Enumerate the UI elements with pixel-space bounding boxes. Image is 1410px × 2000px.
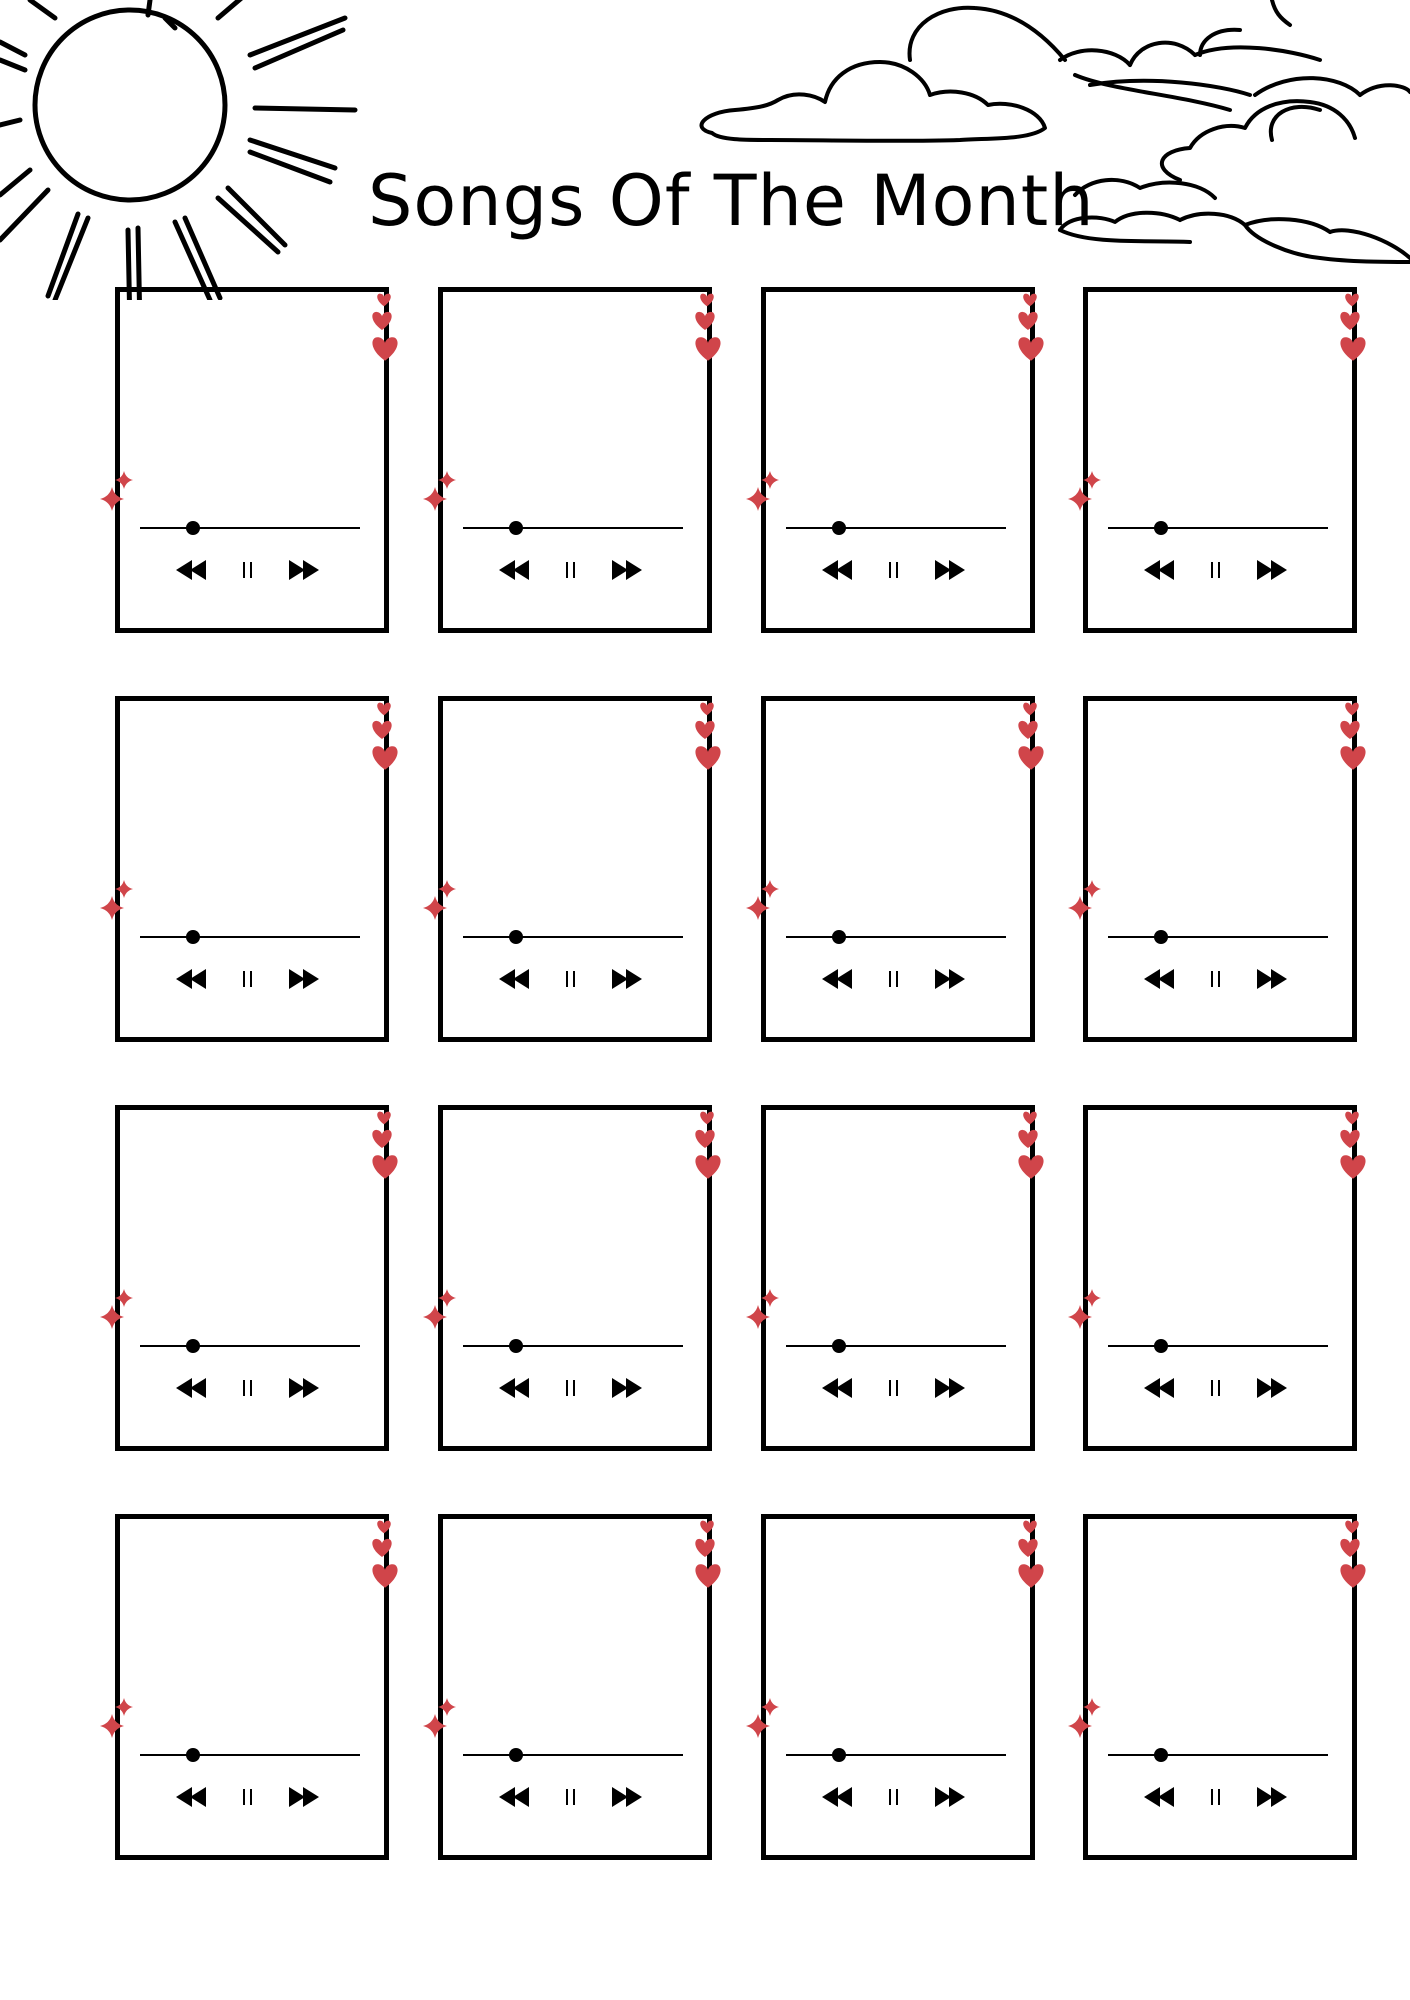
rewind-icon[interactable] [176, 560, 206, 580]
pause-icon[interactable] [244, 562, 251, 578]
hearts-icon [695, 1112, 720, 1179]
hearts-icon [695, 294, 720, 361]
progress-knob[interactable] [1154, 1748, 1168, 1762]
sparkle-icon [746, 471, 779, 511]
progress-knob[interactable] [186, 930, 200, 944]
fast-forward-icon[interactable] [935, 969, 965, 989]
pause-icon[interactable] [567, 1789, 574, 1805]
sparkle-icon [423, 471, 456, 511]
hearts-icon [1340, 1112, 1365, 1179]
song-card-art [443, 1519, 707, 1855]
rewind-icon[interactable] [1144, 1378, 1174, 1398]
sparkle-icon [423, 1289, 456, 1329]
song-card-art [120, 1519, 384, 1855]
rewind-icon[interactable] [822, 1787, 852, 1807]
sparkle-icon [746, 880, 779, 920]
progress-knob[interactable] [186, 1748, 200, 1762]
progress-knob[interactable] [509, 1339, 523, 1353]
hearts-icon [372, 294, 397, 361]
song-card[interactable] [115, 1105, 389, 1451]
sparkle-icon [100, 1289, 133, 1329]
rewind-icon[interactable] [822, 560, 852, 580]
progress-knob[interactable] [832, 521, 846, 535]
hearts-icon [372, 1521, 397, 1588]
sparkle-icon [100, 1698, 133, 1738]
pause-icon[interactable] [567, 971, 574, 987]
song-card[interactable] [115, 696, 389, 1042]
pause-icon[interactable] [244, 1380, 251, 1396]
progress-bar[interactable] [786, 521, 1006, 535]
pause-icon[interactable] [890, 971, 897, 987]
pause-icon[interactable] [1212, 971, 1219, 987]
progress-knob[interactable] [832, 1748, 846, 1762]
song-card-art [120, 701, 384, 1037]
rewind-icon[interactable] [176, 1378, 206, 1398]
progress-bar[interactable] [786, 1339, 1006, 1353]
fast-forward-icon[interactable] [289, 1787, 319, 1807]
song-card-art [766, 1110, 1030, 1446]
song-card[interactable] [115, 287, 389, 633]
pause-icon[interactable] [890, 1789, 897, 1805]
sparkle-icon [100, 471, 133, 511]
song-card[interactable] [1083, 696, 1357, 1042]
fast-forward-icon[interactable] [612, 969, 642, 989]
song-card-art [120, 1110, 384, 1446]
song-card-art [766, 1519, 1030, 1855]
hearts-icon [372, 1112, 397, 1179]
song-card[interactable] [761, 287, 1035, 633]
fast-forward-icon[interactable] [1257, 1787, 1287, 1807]
song-card-art [443, 701, 707, 1037]
progress-knob[interactable] [509, 521, 523, 535]
rewind-icon[interactable] [176, 969, 206, 989]
progress-knob[interactable] [1154, 1339, 1168, 1353]
progress-bar[interactable] [1108, 1748, 1328, 1762]
pause-icon[interactable] [1212, 1789, 1219, 1805]
progress-bar[interactable] [463, 521, 683, 535]
hearts-icon [1018, 1521, 1043, 1588]
rewind-icon[interactable] [1144, 969, 1174, 989]
progress-bar[interactable] [140, 1339, 360, 1353]
song-card[interactable] [761, 1105, 1035, 1451]
hearts-icon [1018, 1112, 1043, 1179]
rewind-icon[interactable] [176, 1787, 206, 1807]
progress-bar[interactable] [463, 1339, 683, 1353]
rewind-icon[interactable] [499, 969, 529, 989]
progress-knob[interactable] [1154, 930, 1168, 944]
rewind-icon[interactable] [499, 560, 529, 580]
sparkle-icon [423, 880, 456, 920]
progress-knob[interactable] [1154, 521, 1168, 535]
progress-knob[interactable] [832, 1339, 846, 1353]
rewind-icon[interactable] [1144, 1787, 1174, 1807]
hearts-icon [1018, 703, 1043, 770]
sparkle-icon [746, 1698, 779, 1738]
song-card-art [1088, 292, 1352, 628]
song-card[interactable] [115, 1514, 389, 1860]
hearts-icon [372, 703, 397, 770]
sparkle-icon [423, 1698, 456, 1738]
rewind-icon[interactable] [822, 969, 852, 989]
song-card[interactable] [1083, 1514, 1357, 1860]
song-card[interactable] [438, 1105, 712, 1451]
fast-forward-icon[interactable] [1257, 560, 1287, 580]
progress-bar[interactable] [1108, 930, 1328, 944]
fast-forward-icon[interactable] [612, 560, 642, 580]
rewind-icon[interactable] [1144, 560, 1174, 580]
progress-bar[interactable] [140, 521, 360, 535]
page-title: Songs Of The Month [368, 160, 1095, 242]
rewind-icon[interactable] [822, 1378, 852, 1398]
progress-knob[interactable] [186, 521, 200, 535]
progress-bar[interactable] [1108, 521, 1328, 535]
sparkle-icon [1068, 1698, 1101, 1738]
song-card[interactable] [761, 1514, 1035, 1860]
progress-bar[interactable] [786, 1748, 1006, 1762]
fast-forward-icon[interactable] [935, 1378, 965, 1398]
song-card-art [766, 701, 1030, 1037]
song-card-art [120, 292, 384, 628]
pause-icon[interactable] [890, 562, 897, 578]
pause-icon[interactable] [244, 971, 251, 987]
progress-knob[interactable] [186, 1339, 200, 1353]
progress-bar[interactable] [786, 930, 1006, 944]
progress-knob[interactable] [509, 930, 523, 944]
sparkle-icon [1068, 1289, 1101, 1329]
pause-icon[interactable] [567, 562, 574, 578]
fast-forward-icon[interactable] [1257, 969, 1287, 989]
pause-icon[interactable] [567, 1380, 574, 1396]
pause-icon[interactable] [1212, 1380, 1219, 1396]
song-card[interactable] [1083, 1105, 1357, 1451]
song-card[interactable] [1083, 287, 1357, 633]
progress-knob[interactable] [832, 930, 846, 944]
fast-forward-icon[interactable] [612, 1378, 642, 1398]
song-card-art [1088, 1519, 1352, 1855]
hearts-icon [695, 703, 720, 770]
song-card[interactable] [438, 696, 712, 1042]
rewind-icon[interactable] [499, 1378, 529, 1398]
fast-forward-icon[interactable] [289, 560, 319, 580]
song-card-art [1088, 1110, 1352, 1446]
progress-bar[interactable] [463, 1748, 683, 1762]
fast-forward-icon[interactable] [289, 969, 319, 989]
sparkle-icon [100, 880, 133, 920]
hearts-icon [1018, 294, 1043, 361]
rewind-icon[interactable] [499, 1787, 529, 1807]
song-card-art [1088, 701, 1352, 1037]
progress-bar[interactable] [1108, 1339, 1328, 1353]
progress-bar[interactable] [463, 930, 683, 944]
sparkle-icon [1068, 471, 1101, 511]
song-card-art [766, 292, 1030, 628]
sparkle-icon [746, 1289, 779, 1329]
fast-forward-icon[interactable] [1257, 1378, 1287, 1398]
hearts-icon [1340, 703, 1365, 770]
hearts-icon [1340, 1521, 1365, 1588]
song-card[interactable] [761, 696, 1035, 1042]
hearts-icon [695, 1521, 720, 1588]
fast-forward-icon[interactable] [289, 1378, 319, 1398]
progress-bar[interactable] [140, 1748, 360, 1762]
song-card[interactable] [438, 287, 712, 633]
pause-icon[interactable] [890, 1380, 897, 1396]
fast-forward-icon[interactable] [612, 1787, 642, 1807]
song-card-art [443, 292, 707, 628]
pause-icon[interactable] [244, 1789, 251, 1805]
progress-bar[interactable] [140, 930, 360, 944]
fast-forward-icon[interactable] [935, 560, 965, 580]
hearts-icon [1340, 294, 1365, 361]
song-card[interactable] [438, 1514, 712, 1860]
pause-icon[interactable] [1212, 562, 1219, 578]
progress-knob[interactable] [509, 1748, 523, 1762]
fast-forward-icon[interactable] [935, 1787, 965, 1807]
sparkle-icon [1068, 880, 1101, 920]
song-card-art [443, 1110, 707, 1446]
